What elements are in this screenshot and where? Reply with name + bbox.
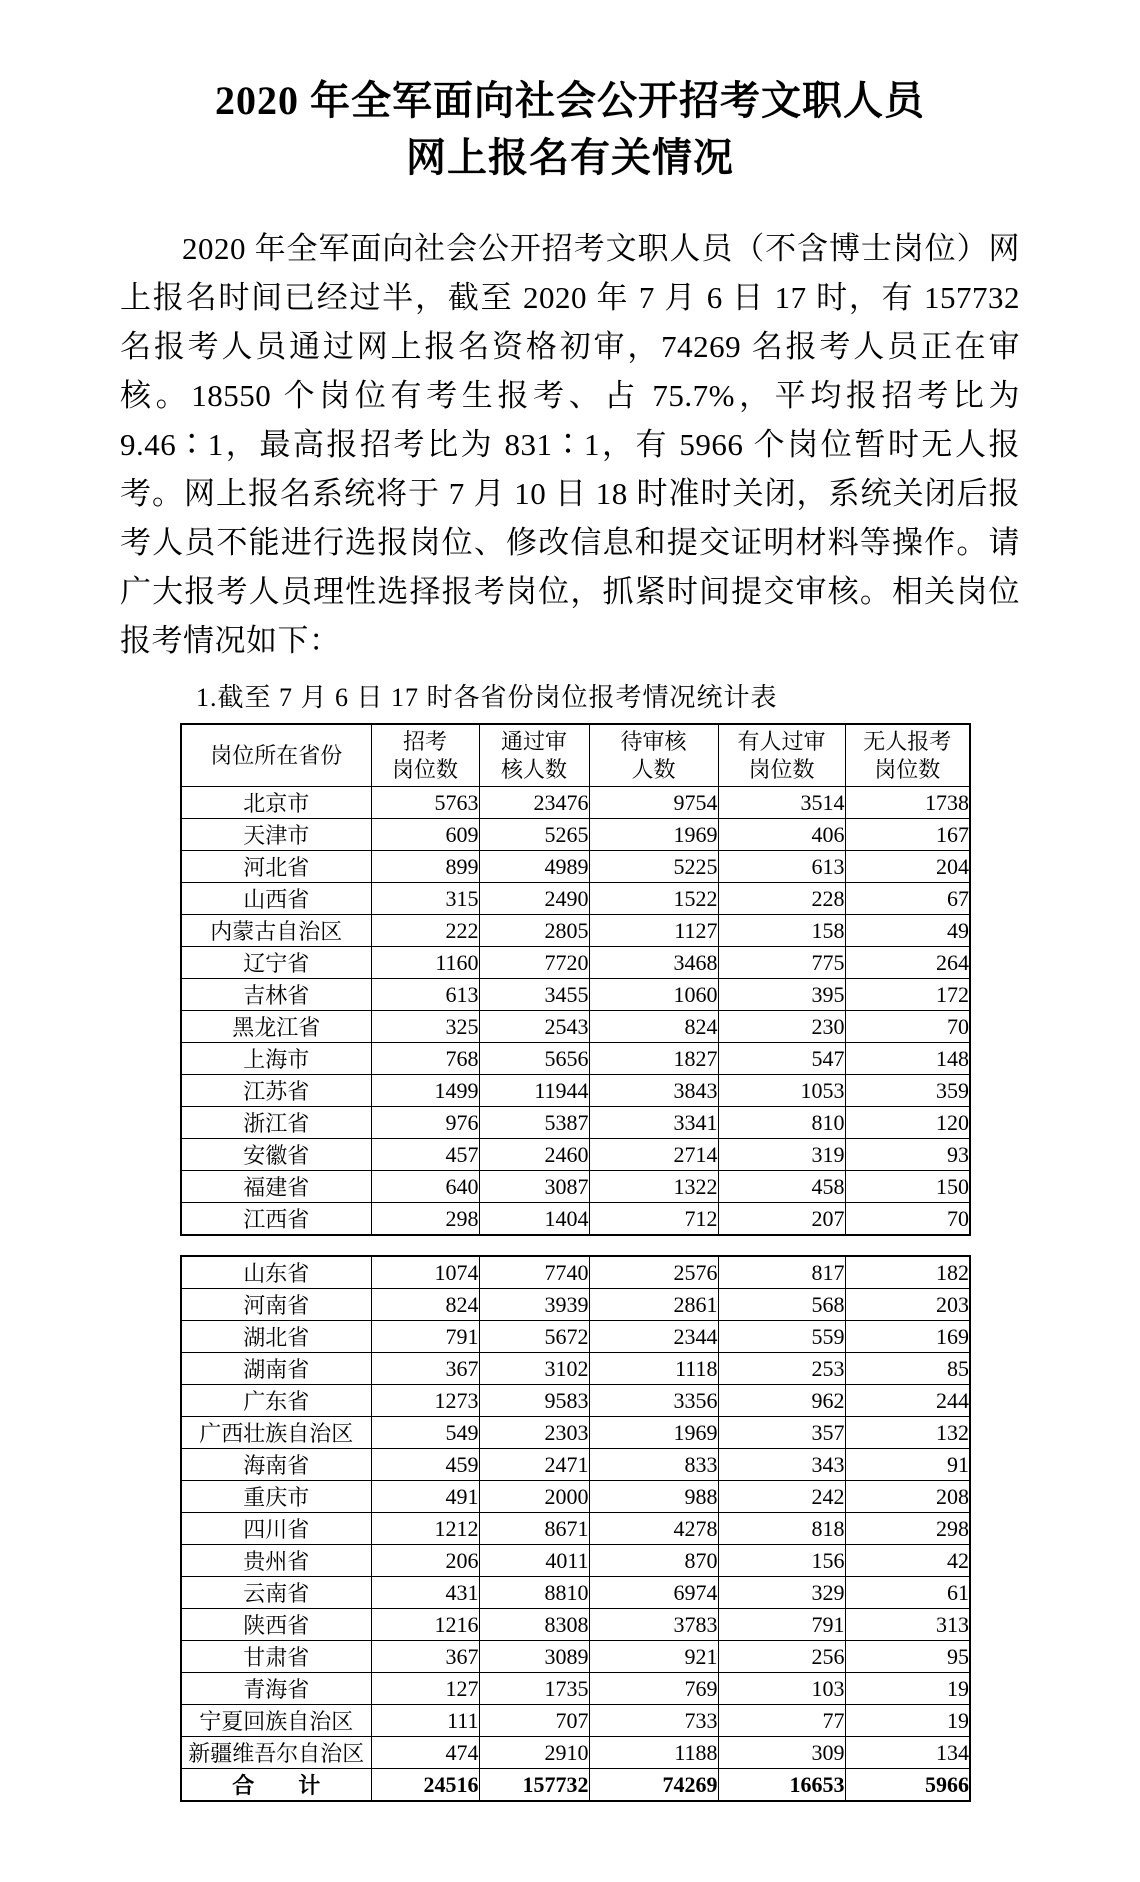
value-cell: 8308 xyxy=(479,1609,589,1641)
table-caption: 1.截至 7 月 6 日 17 时各省份岗位报考情况统计表 xyxy=(196,683,778,712)
province-cell: 重庆市 xyxy=(181,1481,371,1513)
value-cell: 8810 xyxy=(479,1577,589,1609)
value-cell: 134 xyxy=(845,1737,970,1769)
province-cell: 北京市 xyxy=(181,787,371,819)
value-cell: 1188 xyxy=(589,1737,718,1769)
value-cell: 9754 xyxy=(589,787,718,819)
value-cell: 707 xyxy=(479,1705,589,1737)
value-cell: 3455 xyxy=(479,979,589,1011)
value-cell: 613 xyxy=(371,979,479,1011)
value-cell: 2861 xyxy=(589,1289,718,1321)
value-cell: 5225 xyxy=(589,851,718,883)
value-cell: 431 xyxy=(371,1577,479,1609)
table-row xyxy=(181,1673,970,1705)
value-cell: 3843 xyxy=(589,1075,718,1107)
value-cell: 824 xyxy=(371,1289,479,1321)
value-cell: 491 xyxy=(371,1481,479,1513)
table-row xyxy=(181,1641,970,1673)
value-cell: 791 xyxy=(718,1609,845,1641)
value-cell: 167 xyxy=(845,819,970,851)
value-cell: 74269 xyxy=(589,1769,718,1802)
value-cell: 712 xyxy=(589,1203,718,1236)
value-cell: 103 xyxy=(718,1673,845,1705)
value-cell: 127 xyxy=(371,1673,479,1705)
value-cell: 3102 xyxy=(479,1353,589,1385)
value-cell: 315 xyxy=(371,883,479,915)
province-cell: 安徽省 xyxy=(181,1139,371,1171)
stats-table-body-1 xyxy=(181,787,970,1236)
province-cell: 湖北省 xyxy=(181,1321,371,1353)
value-cell: 406 xyxy=(718,819,845,851)
province-cell: 云南省 xyxy=(181,1577,371,1609)
value-cell: 253 xyxy=(718,1353,845,1385)
value-cell: 640 xyxy=(371,1171,479,1203)
value-cell: 9583 xyxy=(479,1385,589,1417)
value-cell: 818 xyxy=(718,1513,845,1545)
value-cell: 2471 xyxy=(479,1449,589,1481)
value-cell: 1322 xyxy=(589,1171,718,1203)
value-cell: 93 xyxy=(845,1139,970,1171)
title-line-1: 2020 年全军面向社会公开招考文职人员 xyxy=(215,78,925,123)
province-cell: 上海市 xyxy=(181,1043,371,1075)
value-cell: 298 xyxy=(845,1513,970,1545)
document-title xyxy=(120,72,1020,186)
table-row xyxy=(181,915,970,947)
table-row xyxy=(181,787,970,819)
column-header-5: 无人报考 岗位数 xyxy=(845,724,970,787)
province-cell: 吉林省 xyxy=(181,979,371,1011)
table-row xyxy=(181,947,970,979)
province-cell: 江苏省 xyxy=(181,1075,371,1107)
value-cell: 609 xyxy=(371,819,479,851)
value-cell: 23476 xyxy=(479,787,589,819)
table-row xyxy=(181,1609,970,1641)
value-cell: 2490 xyxy=(479,883,589,915)
value-cell: 120 xyxy=(845,1107,970,1139)
province-cell: 山东省 xyxy=(181,1256,371,1289)
value-cell: 132 xyxy=(845,1417,970,1449)
province-cell: 黑龙江省 xyxy=(181,1011,371,1043)
value-cell: 1404 xyxy=(479,1203,589,1236)
table-row xyxy=(181,1171,970,1203)
value-cell: 7740 xyxy=(479,1256,589,1289)
table-row xyxy=(181,1107,970,1139)
value-cell: 67 xyxy=(845,883,970,915)
table-row xyxy=(181,1256,970,1289)
value-cell: 824 xyxy=(589,1011,718,1043)
value-cell: 203 xyxy=(845,1289,970,1321)
value-cell: 1060 xyxy=(589,979,718,1011)
value-cell: 172 xyxy=(845,979,970,1011)
value-cell: 457 xyxy=(371,1139,479,1171)
value-cell: 870 xyxy=(589,1545,718,1577)
value-cell: 309 xyxy=(718,1737,845,1769)
value-cell: 256 xyxy=(718,1641,845,1673)
province-cell: 浙江省 xyxy=(181,1107,371,1139)
column-header-2: 通过审 核人数 xyxy=(479,724,589,787)
value-cell: 111 xyxy=(371,1705,479,1737)
value-cell: 148 xyxy=(845,1043,970,1075)
value-cell: 1735 xyxy=(479,1673,589,1705)
value-cell: 228 xyxy=(718,883,845,915)
value-cell: 3783 xyxy=(589,1609,718,1641)
value-cell: 1273 xyxy=(371,1385,479,1417)
value-cell: 4278 xyxy=(589,1513,718,1545)
value-cell: 1738 xyxy=(845,787,970,819)
value-cell: 19 xyxy=(845,1673,970,1705)
value-cell: 244 xyxy=(845,1385,970,1417)
value-cell: 988 xyxy=(589,1481,718,1513)
value-cell: 791 xyxy=(371,1321,479,1353)
province-cell: 广西壮族自治区 xyxy=(181,1417,371,1449)
value-cell: 568 xyxy=(718,1289,845,1321)
body-paragraph: 2020 年全军面向社会公开招考文职人员（不含博士岗位）网上报名时间已经过半，截至 2020 年 7 月 6 日 17 时，有 157732 名报考人员通过网上报名资格初审，74269 名报考人员正在审核。18550 个岗位有考生报考、占 75.7%，平均报招考比为 9.46∶1，最高报招考比为 831∶1，有 5966 个岗位暂时无人报考。网上报名系统将于 7 月 10 日 18 时准时关闭，系统关闭后报考人员不能进行选报岗位、修改信息和提交证明材料等操作。请广大报考人员理性选择报考岗位，抓紧时间提交审核。相关岗位报考情况如下： xyxy=(120,231,1020,658)
value-cell: 458 xyxy=(718,1171,845,1203)
value-cell: 1053 xyxy=(718,1075,845,1107)
value-cell: 1522 xyxy=(589,883,718,915)
value-cell: 899 xyxy=(371,851,479,883)
province-cell: 新疆维吾尔自治区 xyxy=(181,1737,371,1769)
value-cell: 833 xyxy=(589,1449,718,1481)
value-cell: 208 xyxy=(845,1481,970,1513)
province-cell: 天津市 xyxy=(181,819,371,851)
table-row xyxy=(181,883,970,915)
value-cell: 4989 xyxy=(479,851,589,883)
table-row xyxy=(181,1139,970,1171)
value-cell: 1216 xyxy=(371,1609,479,1641)
value-cell: 547 xyxy=(718,1043,845,1075)
value-cell: 3514 xyxy=(718,787,845,819)
value-cell: 769 xyxy=(589,1673,718,1705)
value-cell: 169 xyxy=(845,1321,970,1353)
value-cell: 2000 xyxy=(479,1481,589,1513)
title-line-2: 网上报名有关情况 xyxy=(406,135,734,180)
value-cell: 85 xyxy=(845,1353,970,1385)
value-cell: 222 xyxy=(371,915,479,947)
value-cell: 3089 xyxy=(479,1641,589,1673)
province-cell: 福建省 xyxy=(181,1171,371,1203)
value-cell: 329 xyxy=(718,1577,845,1609)
value-cell: 1969 xyxy=(589,819,718,851)
value-cell: 157732 xyxy=(479,1769,589,1802)
value-cell: 230 xyxy=(718,1011,845,1043)
value-cell: 5763 xyxy=(371,787,479,819)
value-cell: 549 xyxy=(371,1417,479,1449)
table-row xyxy=(181,1011,970,1043)
value-cell: 1827 xyxy=(589,1043,718,1075)
table-row xyxy=(181,851,970,883)
value-cell: 70 xyxy=(845,1011,970,1043)
table-row xyxy=(181,1449,970,1481)
stats-table-body-2 xyxy=(181,1256,970,1801)
province-cell: 宁夏回族自治区 xyxy=(181,1705,371,1737)
value-cell: 206 xyxy=(371,1545,479,1577)
value-cell: 313 xyxy=(845,1609,970,1641)
value-cell: 2805 xyxy=(479,915,589,947)
value-cell: 5265 xyxy=(479,819,589,851)
province-cell: 贵州省 xyxy=(181,1545,371,1577)
value-cell: 158 xyxy=(718,915,845,947)
value-cell: 5966 xyxy=(845,1769,970,1802)
value-cell: 1118 xyxy=(589,1353,718,1385)
value-cell: 817 xyxy=(718,1256,845,1289)
value-cell: 367 xyxy=(371,1641,479,1673)
total-row xyxy=(181,1769,970,1802)
table-row xyxy=(181,1289,970,1321)
value-cell: 921 xyxy=(589,1641,718,1673)
value-cell: 459 xyxy=(371,1449,479,1481)
value-cell: 24516 xyxy=(371,1769,479,1802)
value-cell: 49 xyxy=(845,915,970,947)
value-cell: 1074 xyxy=(371,1256,479,1289)
province-cell: 青海省 xyxy=(181,1673,371,1705)
table-row xyxy=(181,1513,970,1545)
province-cell: 山西省 xyxy=(181,883,371,915)
value-cell: 298 xyxy=(371,1203,479,1236)
value-cell: 11944 xyxy=(479,1075,589,1107)
value-cell: 2576 xyxy=(589,1256,718,1289)
value-cell: 70 xyxy=(845,1203,970,1236)
province-cell: 湖南省 xyxy=(181,1353,371,1385)
value-cell: 2543 xyxy=(479,1011,589,1043)
value-cell: 775 xyxy=(718,947,845,979)
value-cell: 357 xyxy=(718,1417,845,1449)
value-cell: 1969 xyxy=(589,1417,718,1449)
column-header-3: 待审核 人数 xyxy=(589,724,718,787)
value-cell: 91 xyxy=(845,1449,970,1481)
province-cell: 广东省 xyxy=(181,1385,371,1417)
value-cell: 42 xyxy=(845,1545,970,1577)
value-cell: 976 xyxy=(371,1107,479,1139)
stats-table-header xyxy=(181,724,970,787)
total-label-cell: 合 计 xyxy=(181,1769,371,1802)
value-cell: 19 xyxy=(845,1705,970,1737)
province-cell: 四川省 xyxy=(181,1513,371,1545)
value-cell: 343 xyxy=(718,1449,845,1481)
value-cell: 5672 xyxy=(479,1321,589,1353)
value-cell: 559 xyxy=(718,1321,845,1353)
value-cell: 733 xyxy=(589,1705,718,1737)
province-cell: 陕西省 xyxy=(181,1609,371,1641)
table-row xyxy=(181,1417,970,1449)
table-row xyxy=(181,1075,970,1107)
table-row xyxy=(181,1705,970,1737)
province-cell: 内蒙古自治区 xyxy=(181,915,371,947)
header-row xyxy=(181,724,970,787)
value-cell: 613 xyxy=(718,851,845,883)
table-row xyxy=(181,1385,970,1417)
value-cell: 182 xyxy=(845,1256,970,1289)
stats-table-block-2 xyxy=(180,1255,971,1802)
province-cell: 海南省 xyxy=(181,1449,371,1481)
table-row xyxy=(181,1203,970,1236)
table-row xyxy=(181,979,970,1011)
value-cell: 3341 xyxy=(589,1107,718,1139)
value-cell: 3356 xyxy=(589,1385,718,1417)
value-cell: 962 xyxy=(718,1385,845,1417)
value-cell: 367 xyxy=(371,1353,479,1385)
value-cell: 242 xyxy=(718,1481,845,1513)
value-cell: 2303 xyxy=(479,1417,589,1449)
value-cell: 2714 xyxy=(589,1139,718,1171)
value-cell: 1160 xyxy=(371,947,479,979)
value-cell: 1212 xyxy=(371,1513,479,1545)
value-cell: 3939 xyxy=(479,1289,589,1321)
value-cell: 474 xyxy=(371,1737,479,1769)
value-cell: 6974 xyxy=(589,1577,718,1609)
value-cell: 264 xyxy=(845,947,970,979)
value-cell: 2344 xyxy=(589,1321,718,1353)
value-cell: 5387 xyxy=(479,1107,589,1139)
value-cell: 8671 xyxy=(479,1513,589,1545)
province-cell: 河北省 xyxy=(181,851,371,883)
province-cell: 甘肃省 xyxy=(181,1641,371,1673)
province-cell: 江西省 xyxy=(181,1203,371,1236)
value-cell: 77 xyxy=(718,1705,845,1737)
value-cell: 2910 xyxy=(479,1737,589,1769)
value-cell: 207 xyxy=(718,1203,845,1236)
province-cell: 辽宁省 xyxy=(181,947,371,979)
value-cell: 156 xyxy=(718,1545,845,1577)
value-cell: 3468 xyxy=(589,947,718,979)
table-row xyxy=(181,819,970,851)
value-cell: 95 xyxy=(845,1641,970,1673)
value-cell: 16653 xyxy=(718,1769,845,1802)
table-row xyxy=(181,1577,970,1609)
value-cell: 204 xyxy=(845,851,970,883)
value-cell: 2460 xyxy=(479,1139,589,1171)
table-row xyxy=(181,1043,970,1075)
value-cell: 359 xyxy=(845,1075,970,1107)
value-cell: 150 xyxy=(845,1171,970,1203)
table-row xyxy=(181,1545,970,1577)
value-cell: 1127 xyxy=(589,915,718,947)
value-cell: 768 xyxy=(371,1043,479,1075)
stats-table-block-1 xyxy=(180,723,971,1236)
value-cell: 1499 xyxy=(371,1075,479,1107)
value-cell: 3087 xyxy=(479,1171,589,1203)
table-row xyxy=(181,1321,970,1353)
value-cell: 61 xyxy=(845,1577,970,1609)
column-header-4: 有人过审 岗位数 xyxy=(718,724,845,787)
value-cell: 319 xyxy=(718,1139,845,1171)
table-row xyxy=(181,1737,970,1769)
table-row xyxy=(181,1481,970,1513)
province-cell: 河南省 xyxy=(181,1289,371,1321)
value-cell: 325 xyxy=(371,1011,479,1043)
document-page xyxy=(0,72,1140,1882)
table-row xyxy=(181,1353,970,1385)
value-cell: 395 xyxy=(718,979,845,1011)
value-cell: 7720 xyxy=(479,947,589,979)
value-cell: 5656 xyxy=(479,1043,589,1075)
column-header-1: 招考 岗位数 xyxy=(371,724,479,787)
value-cell: 810 xyxy=(718,1107,845,1139)
value-cell: 4011 xyxy=(479,1545,589,1577)
column-header-0: 岗位所在省份 xyxy=(181,724,371,787)
